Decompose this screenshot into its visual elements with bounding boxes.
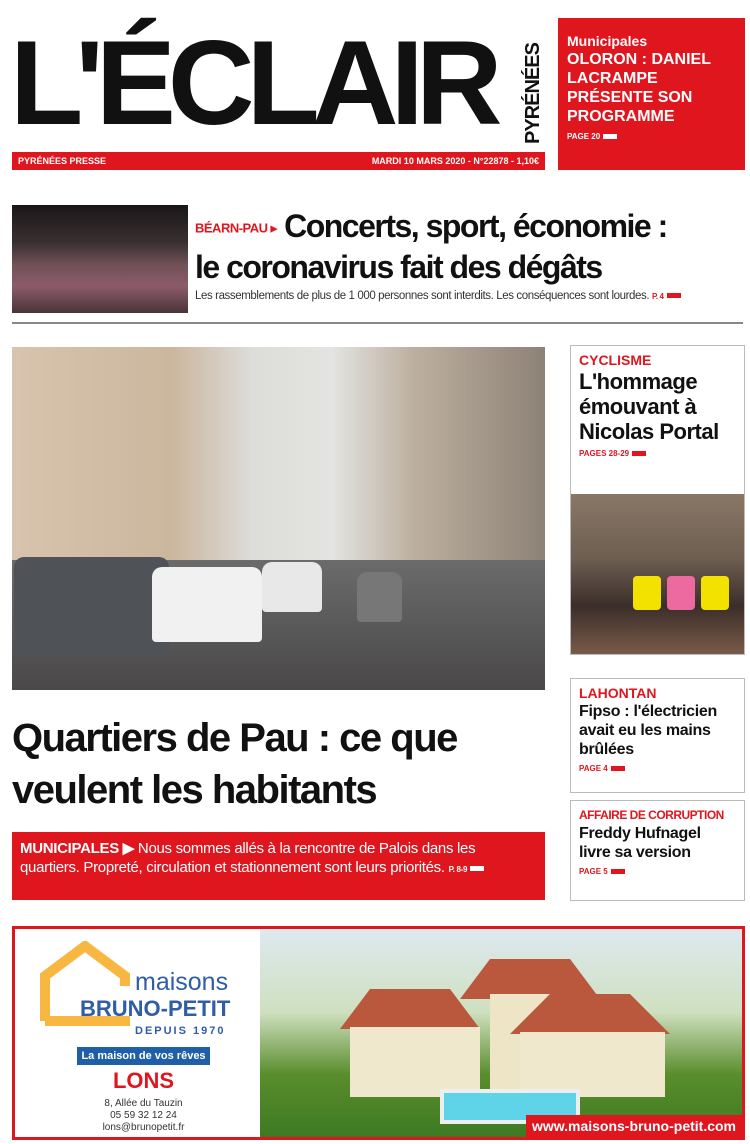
article-title: Freddy Hufnagel livre sa version [579,825,701,861]
promo-title: OLORON : DANIEL LACRAMPE PRÉSENTE SON PROGRAMME [567,51,711,125]
ad-url[interactable]: www.maisons-bruno-petit.com [526,1115,742,1137]
teaser-headline: BÉARN-PAU ▸ Concerts, sport, économie : [195,208,667,244]
main-summary: MUNICIPALES ▶ Nous sommes allés à la rencontre de Palois dans les quartiers. Propreté, circulation et stationnement sont leurs priorités. P. 8-9 [12,832,545,900]
sidebar-article-corruption[interactable] [570,800,745,901]
teaser-kicker: BÉARN-PAU ▸ [195,220,277,236]
ad-slogan: La maison de vos rêves [77,1047,210,1065]
article-page: PAGES 28-29 [579,449,736,458]
promo-kicker: Municipales [567,33,648,49]
issue-info: MARDI 10 MARS 2020 - N°22878 - 1,10€ [371,156,539,166]
article-kicker: CYCLISME [579,352,652,368]
masthead-bar [12,152,545,170]
region-label: PYRÉNÉES [522,43,544,144]
teaser-headline: le coronavirus fait des dégâts [195,248,602,285]
advertisement[interactable] [12,926,745,1140]
brand-since: DEPUIS 1970 [135,1025,226,1037]
publisher: PYRÉNÉES PRESSE [18,156,107,166]
teaser-article[interactable] [195,207,743,302]
main-headline[interactable]: Quartiers de Pau : ce que veulent les habitants [12,716,457,812]
teaser-subtitle: Les rassemblements de plus de 1 000 personnes sont interdits. Les conséquences sont lourdes. P. 4 [195,290,743,302]
sidebar-article-lahontan[interactable] [570,678,745,793]
article-kicker: LAHONTAN [579,685,657,701]
promo-page: PAGE 20 [567,132,736,141]
article-title: Fipso : l'électricien avait eu les mains brûlées [579,703,717,758]
divider [12,322,743,324]
street-photo [12,347,545,690]
ad-contact: 8, Allée du Tauzin 05 59 32 12 24 lons@brunopetit.fr [102,1098,185,1133]
newspaper-logo: L'ÉCLAIR [10,16,495,150]
concert-hall-photo [12,205,188,313]
article-title: L'hommage émouvant à Nicolas Portal [579,369,719,444]
house-photo [260,929,742,1137]
ad-brand [40,941,250,1131]
ceremony-photo [571,494,744,654]
article-kicker: AFFAIRE DE CORRUPTION [579,808,724,822]
brand-name: BRUNO-PETIT [80,996,231,1021]
promo-box[interactable] [558,18,745,170]
article-page: PAGE 4 [579,764,736,773]
house-illustration [340,949,700,1099]
brand-name: maisons [135,968,229,996]
sidebar-article-cyclisme[interactable] [570,345,745,655]
ad-city: LONS [112,1068,175,1093]
article-page: PAGE 5 [579,867,736,876]
